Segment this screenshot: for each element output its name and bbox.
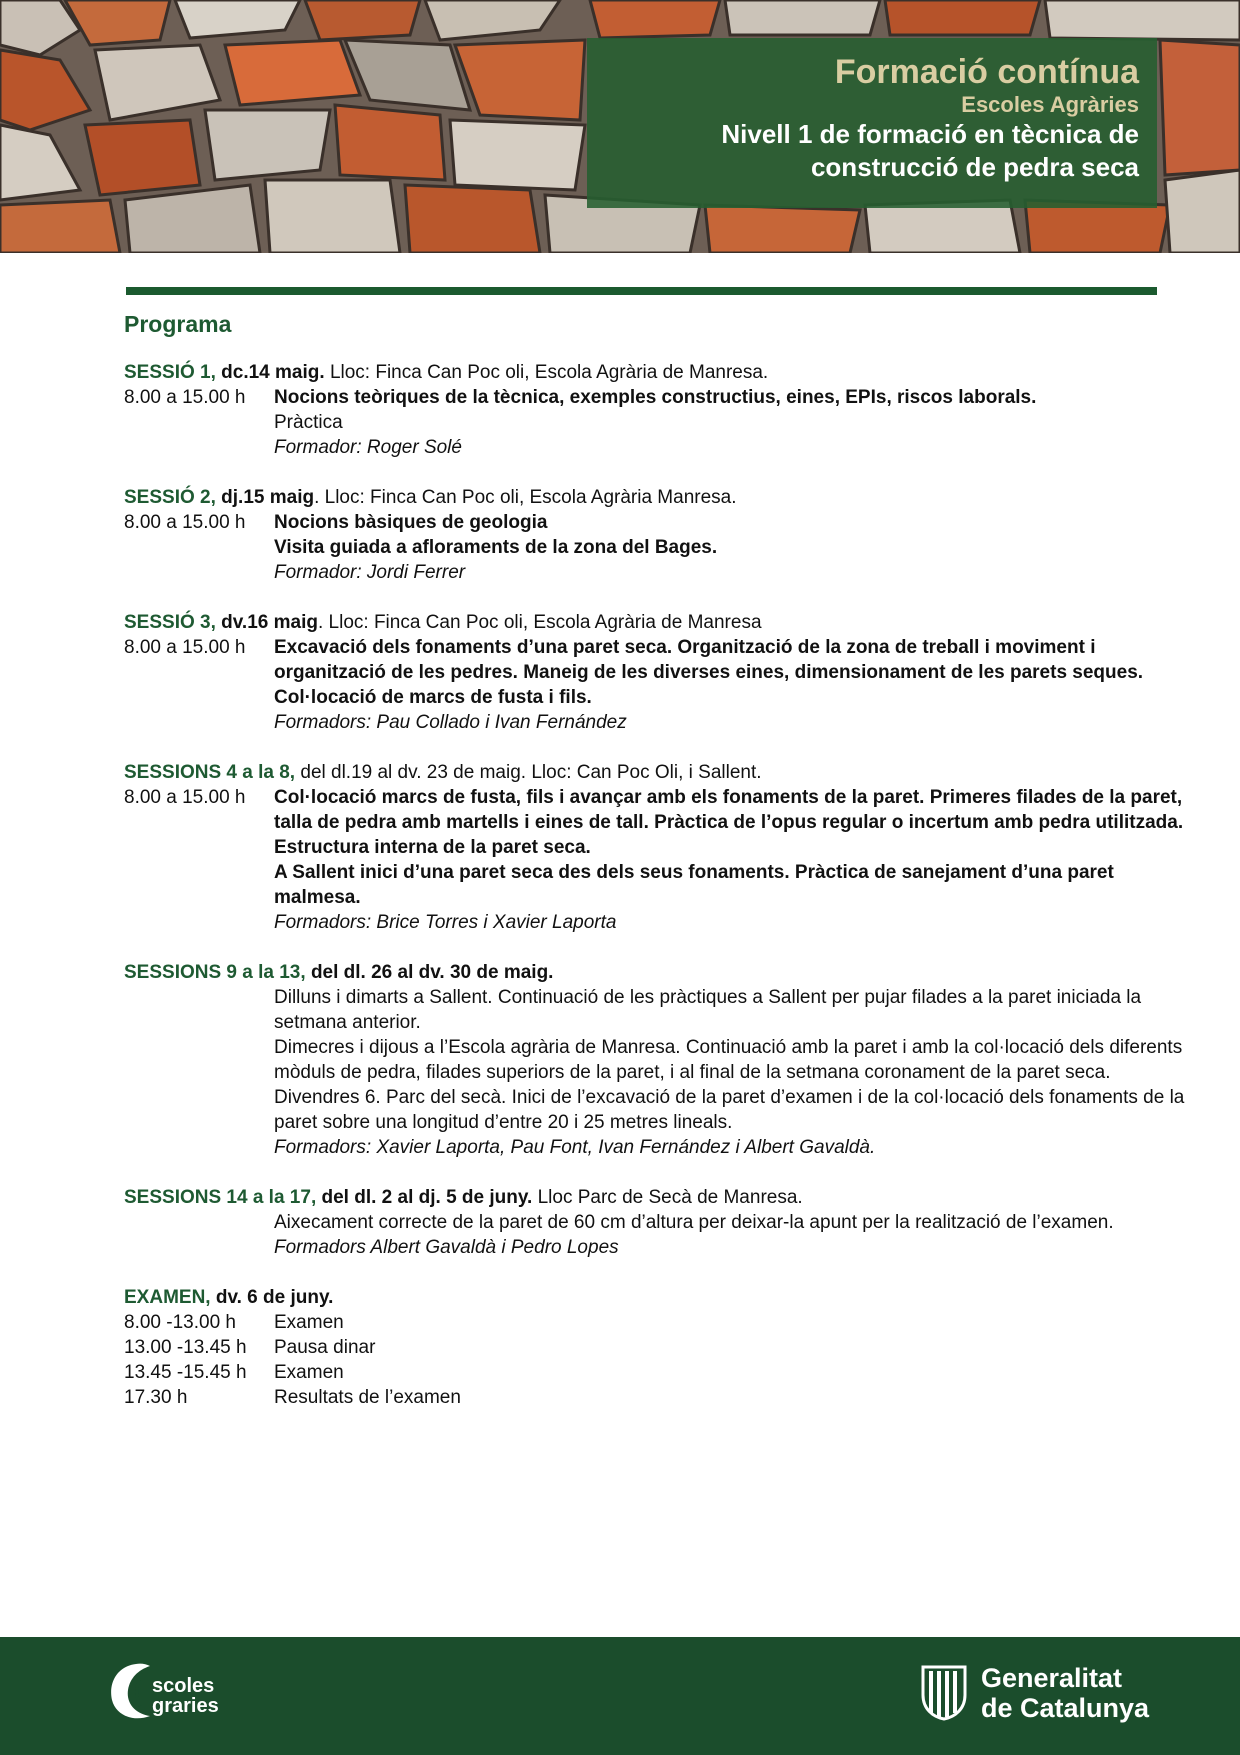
session-1 bbox=[124, 360, 1194, 460]
program-list bbox=[124, 360, 1194, 1435]
session-trainer: Formador: Roger Solé bbox=[274, 437, 462, 458]
header-title: Formació contínua bbox=[834, 53, 1139, 91]
session-date: del dl. 2 al dj. 5 de juny. bbox=[321, 1187, 533, 1208]
session-note: Pràctica bbox=[274, 412, 343, 433]
session-place: . Lloc: Finca Can Poc oli, Escola Agrària Manresa. bbox=[314, 487, 737, 508]
session-label: SESSIONS 14 a la 17, bbox=[124, 1187, 317, 1208]
session-trainer: Formadors Albert Gavaldà i Pedro Lopes bbox=[274, 1237, 619, 1258]
session-time: 8.00 a 15.00 h bbox=[124, 512, 246, 533]
session-header bbox=[124, 1185, 1194, 1210]
session-time: 8.00 a 15.00 h bbox=[124, 387, 246, 408]
escoles-agraries-logo bbox=[106, 1658, 236, 1728]
session-topic: Excavació dels fonaments d’una paret seca. Organització de la zona de treball i moviment i organització de les pedres. Maneig de les diverses eines, dimensionament de les parets seques. bbox=[274, 637, 1144, 683]
session-label: SESSIÓ 1, bbox=[124, 362, 216, 383]
session-place: Lloc: Finca Can Poc oli, Escola Agrària de Manresa. bbox=[329, 362, 769, 383]
session-description bbox=[274, 985, 1194, 1160]
session-row bbox=[124, 635, 1194, 735]
session-topic-2: Visita guiada a afloraments de la zona del Bages. bbox=[274, 537, 718, 558]
sessions-4-8 bbox=[124, 760, 1194, 935]
session-topic: Nocions teòriques de la tècnica, exemples constructius, eines, EPIs, riscos laborals. bbox=[274, 387, 1037, 408]
session-time: 8.00 a 15.00 h bbox=[124, 637, 246, 658]
session-place: del dl.19 al dv. 23 de maig. Lloc: Can Poc Oli, i Sallent. bbox=[300, 762, 762, 783]
session-row bbox=[124, 985, 1194, 1160]
exam-label: EXAMEN, bbox=[124, 1287, 211, 1308]
exam-time: 8.00 -13.00 h bbox=[124, 1312, 236, 1333]
session-description bbox=[274, 510, 1194, 585]
escoles-logo-line-2: graries bbox=[152, 1695, 219, 1717]
session-row bbox=[124, 1210, 1194, 1260]
session-row bbox=[124, 385, 1194, 460]
session-label: SESSIONS 9 a la 13, bbox=[124, 962, 306, 983]
generalitat-line-2: de Catalunya bbox=[981, 1693, 1150, 1723]
header-subtitle: Escoles Agràries bbox=[961, 92, 1139, 117]
session-header bbox=[124, 760, 1194, 785]
exam-section bbox=[124, 1285, 1194, 1410]
session-description bbox=[274, 785, 1194, 935]
course-title-line-1: Nivell 1 de formació en tècnica de bbox=[721, 119, 1139, 149]
exam-row bbox=[124, 1385, 1194, 1410]
program-heading: Programa bbox=[124, 311, 232, 337]
session-description bbox=[274, 635, 1194, 735]
session-description bbox=[274, 1210, 1194, 1260]
session-2 bbox=[124, 485, 1194, 585]
session-paragraph: Divendres 6. Parc del secà. Inici de l’excavació de la paret d’examen i de la col·locació dels fonaments de la paret sobre una longitud d’entre 20 i 25 metres lineals. bbox=[274, 1087, 1185, 1133]
session-header bbox=[124, 360, 1194, 385]
session-label: SESSIÓ 2, bbox=[124, 487, 216, 508]
generalitat-logo bbox=[919, 1659, 1169, 1729]
exam-time: 17.30 h bbox=[124, 1387, 188, 1408]
session-trainer: Formadors: Brice Torres i Xavier Laporta bbox=[274, 912, 617, 933]
session-date: del dl. 26 al dv. 30 de maig. bbox=[310, 962, 554, 983]
session-header bbox=[124, 610, 1194, 635]
session-time: 8.00 a 15.00 h bbox=[124, 787, 246, 808]
session-date: dj.15 maig bbox=[221, 487, 315, 508]
title-box bbox=[587, 38, 1157, 208]
generalitat-line-1: Generalitat bbox=[981, 1663, 1123, 1693]
exam-schedule bbox=[124, 1310, 1194, 1410]
sessions-9-13 bbox=[124, 960, 1194, 1160]
sessions-14-17 bbox=[124, 1185, 1194, 1260]
generalitat-logo-text bbox=[981, 1663, 1149, 1723]
session-time-empty bbox=[124, 985, 274, 1160]
session-paragraph: Dilluns i dimarts a Sallent. Continuació de les pràctiques a Sallent per pujar filades a la paret iniciada la setmana anterior. bbox=[274, 987, 1142, 1033]
session-label: SESSIÓ 3, bbox=[124, 612, 216, 633]
section-divider bbox=[126, 287, 1157, 295]
exam-header bbox=[124, 1285, 1194, 1310]
exam-activity: Examen bbox=[274, 1362, 344, 1383]
exam-row bbox=[124, 1310, 1194, 1335]
session-header bbox=[124, 485, 1194, 510]
header-banner bbox=[0, 0, 1240, 253]
exam-date: dv. 6 de juny. bbox=[215, 1287, 334, 1308]
escoles-logo-text bbox=[152, 1676, 219, 1716]
session-date: dc.14 maig. bbox=[221, 362, 325, 383]
session-header bbox=[124, 960, 1194, 985]
exam-time: 13.00 -13.45 h bbox=[124, 1337, 247, 1358]
exam-activity: Pausa dinar bbox=[274, 1337, 376, 1358]
session-date: dv.16 maig bbox=[221, 612, 318, 633]
exam-row bbox=[124, 1360, 1194, 1385]
session-place: . Lloc: Finca Can Poc oli, Escola Agrària de Manresa bbox=[317, 612, 762, 633]
escoles-logo-line-1: scoles bbox=[152, 1675, 215, 1697]
session-row bbox=[124, 510, 1194, 585]
exam-activity: Resultats de l’examen bbox=[274, 1387, 461, 1408]
session-topic: Nocions bàsiques de geologia bbox=[274, 512, 548, 533]
session-trainer: Formador: Jordi Ferrer bbox=[274, 562, 466, 583]
session-trainer: Formadors: Pau Collado i Ivan Fernández bbox=[274, 712, 627, 733]
session-paragraph: Aixecament correcte de la paret de 60 cm d’altura per deixar-la apunt per la realització de l’examen. bbox=[274, 1212, 1114, 1233]
session-paragraph: Dimecres i dijous a l’Escola agrària de Manresa. Continuació amb la paret i amb la col·locació dels diferents mòduls de pedra, filades superiors de la paret, i al final de la setmana coronament de la paret seca. bbox=[274, 1037, 1183, 1083]
session-3 bbox=[124, 610, 1194, 735]
session-label: SESSIONS 4 a la 8, bbox=[124, 762, 296, 783]
session-topic-2: A Sallent inici d’una paret seca des dels seus fonaments. Pràctica de sanejament d’una paret malmesa. bbox=[274, 862, 1114, 908]
exam-activity: Examen bbox=[274, 1312, 344, 1333]
generalitat-emblem-icon bbox=[919, 1663, 969, 1721]
footer bbox=[0, 1637, 1240, 1755]
exam-time: 13.45 -15.45 h bbox=[124, 1362, 247, 1383]
session-trainer: Formadors: Xavier Laporta, Pau Font, Ivan Fernández i Albert Gavaldà. bbox=[274, 1137, 876, 1158]
session-row bbox=[124, 785, 1194, 935]
session-topic-2: Col·locació de marcs de fusta i fils. bbox=[274, 687, 592, 708]
session-time-empty bbox=[124, 1210, 274, 1260]
session-topic: Col·locació marcs de fusta, fils i avançar amb els fonaments de la paret. Primeres filades de la paret, talla de pedra amb martells i eines de tall. Pràctica de l’opus regular o incertum amb pedra utilitzada. Estructura interna de la paret seca. bbox=[274, 787, 1184, 858]
session-place: Lloc Parc de Secà de Manresa. bbox=[532, 1187, 803, 1208]
session-description bbox=[274, 385, 1194, 460]
exam-row bbox=[124, 1335, 1194, 1360]
course-title-line-2: construcció de pedra seca bbox=[810, 152, 1139, 182]
